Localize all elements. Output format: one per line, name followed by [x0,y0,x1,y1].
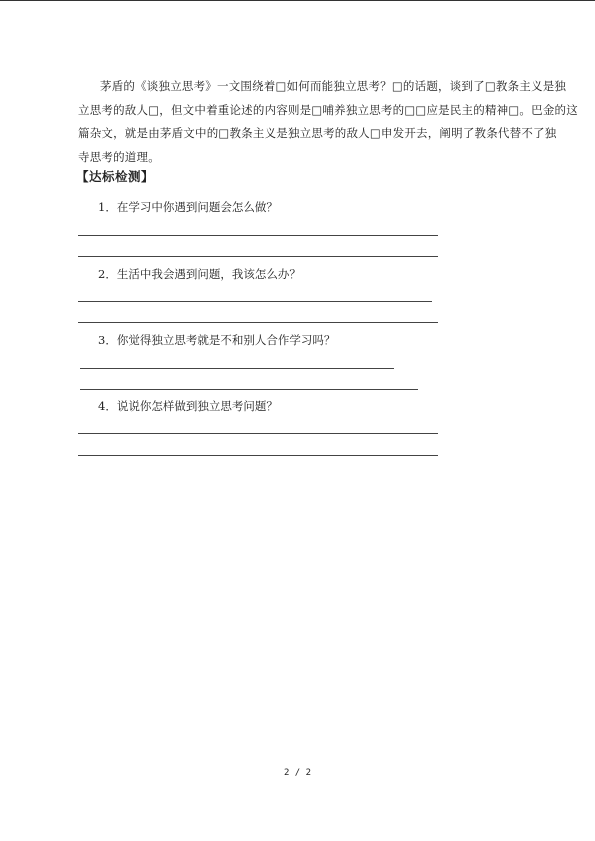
answer-line-1b[interactable] [78,256,438,257]
paragraph-line: 寺思考的道理。 [78,149,160,164]
top-border-rule [0,0,595,1]
question-3: 3．你觉得独立思考就是不和别人合作学习吗？ [98,333,336,347]
answer-line-2b[interactable] [78,322,438,323]
intro-paragraph [78,75,578,169]
paragraph-line: 立思考的敌人□，但文中着重论述的内容则是□哺养独立思考的□□应是民主的精神□。巴金的这 [78,102,578,117]
answer-line-3a[interactable] [80,368,394,369]
answer-line-2a[interactable] [78,301,432,302]
paragraph-line: 茅盾的《谈独立思考》一文围绕着□如何而能独立思考？□的话题，谈到了□教条主义是独 [100,79,567,93]
question-4: 4．说说你怎样做到独立思考问题？ [98,399,278,413]
answer-line-1a[interactable] [78,235,438,236]
answer-line-4b[interactable] [78,455,438,456]
page-number: 2 / 2 [283,768,312,778]
answer-line-3b[interactable] [80,389,418,390]
answer-line-4a[interactable] [78,433,438,434]
question-2: 2．生活中我会遇到问题，我该怎么办？ [98,267,301,281]
question-1: 1．在学习中你遇到问题会怎么做？ [98,200,278,214]
section-heading: 【达标检测】 [76,169,155,184]
paragraph-line: 篇杂文，就是由茅盾文中的□教条主义是独立思考的敌人□申发开去，阐明了教条代替不了独 [78,126,557,140]
